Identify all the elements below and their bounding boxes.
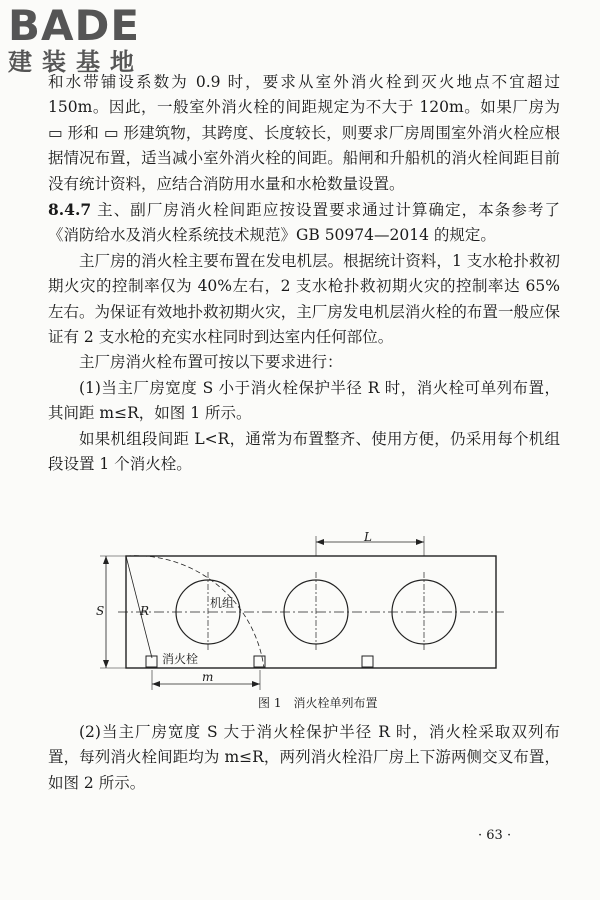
paragraph-3: 主厂房消火栓布置可按以下要求进行： [79,353,343,372]
logo-subtext: 建装基地 [8,48,144,76]
label-m: m [202,670,214,684]
clause-text: 主、副厂房消火栓间距应按设置要求通过计算确定，本条参考了《消防给水及消火栓系统技术规范》GB 50974—2014 的规定。 [48,201,560,245]
document-body [48,70,560,478]
watermark-logo [8,1,178,76]
label-L: L [364,530,372,544]
clause-number: 8.4.7 [48,200,92,220]
label-S: S [96,604,105,618]
paragraph-4: (1)当主厂房宽度 S 小于消火栓保护半径 R 时，消火栓可单列布置，其间距 m≤R，如图 1 所示。 [48,378,560,423]
paragraph-2: 主厂房的消火栓主要布置在发电机层。根据统计资料，1 支水枪扑救初期火灾的控制率仅为 40%左右，2 支水枪扑救初期火灾的控制率达 65%左右。为保证有效地扑救初期火灾，主厂房发电机层消火栓的布置一般应保证有 2 支水枪的充实水柱同时到达室内任何部位。 [48,251,560,347]
clause-8-4-7 [48,197,560,249]
label-hydrant: 消火栓 [162,652,199,666]
paragraph-1: 和水带铺设系数为 0.9 时，要求从室外消火栓到灭火地点不宜超过 150m。因此，一般室外消火栓的间距规定为不大于 120m。如果厂房为 ▭ 形和 ▭ 形建筑物，其跨度、长度较长，则要求厂房周围室外消火栓应根据情况布置，适当减小室外消火栓的间距。船闸和升船机的消火栓间距目前没有统计资料，应结合消防用水量和水枪数量设置。 [48,73,560,193]
figure-1-drawing [96,528,516,708]
hydrant-3 [362,656,373,667]
figure-caption: 图 1 消火栓单列布置 [258,696,378,710]
label-unit: 机组 [210,596,235,610]
logo-text: BADE [8,1,141,50]
paragraph-5: 如果机组段间距 L<R，通常为布置整齐、使用方便，仍采用每个机组段设置 1 个消火栓。 [48,429,560,474]
page-number: · 63 · [478,828,512,843]
document-body-continued [48,720,560,796]
paragraph-6: (2)当主厂房宽度 S 大于消火栓保护半径 R 时，消火栓采取双列布置，每列消火栓间距均为 m≤R，两列消火栓沿厂房上下游两侧交叉布置，如图 2 所示。 [48,723,560,792]
label-R: R [140,604,150,618]
